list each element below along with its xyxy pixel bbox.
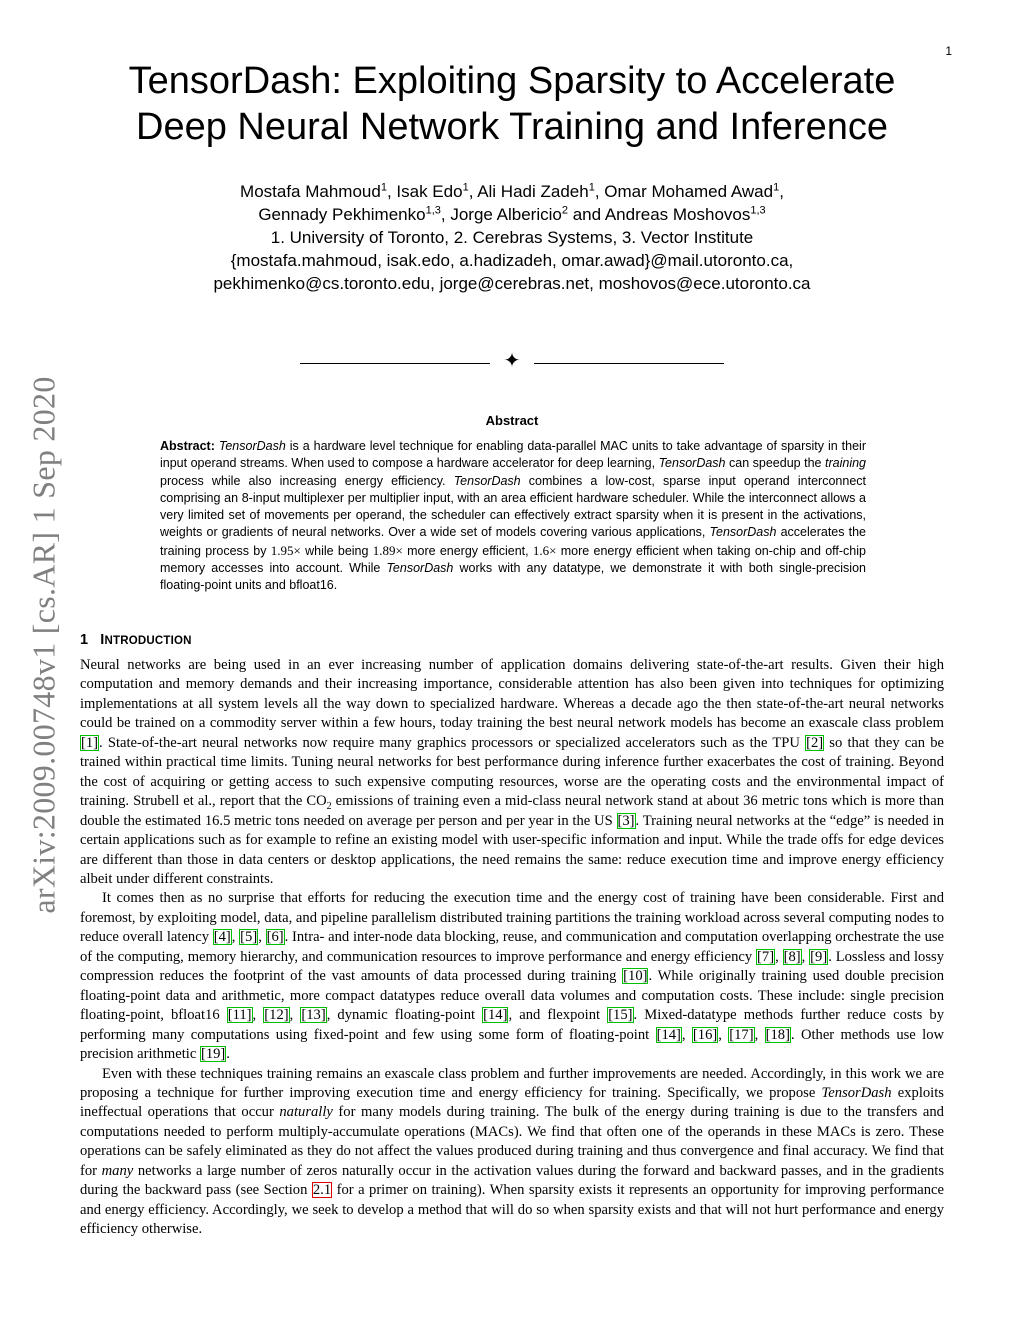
author-name: , Isak Edo <box>386 182 463 201</box>
author-name: Gennady Pekhimenko <box>258 205 426 224</box>
divider-line-left <box>300 363 490 364</box>
text: . Lossless and lossy compression reduces the footprint of the vast amounts of data processed during training <box>80 948 945 985</box>
citation-link[interactable]: [13] <box>301 1007 326 1024</box>
text: . While originally training used double precision floating-point data and arithmetic, more compact datatypes reduce overall data volumes and computation costs. These include: single precision floating-point, bfloat16 <box>80 968 944 1024</box>
citation-link[interactable]: [14] <box>483 1007 508 1024</box>
affiliation-marker: 1 <box>380 181 387 194</box>
author-block <box>100 180 924 295</box>
author-name: , Jorge Albericio <box>440 205 562 224</box>
affiliation-marker: 2 <box>561 204 568 217</box>
text: . Intra- and inter-node data blocking, reuse, and communication and computation overlapping orchestrate the use of the computing, memory hierarchy, and communication resources to improve performance and energy efficiency <box>80 929 945 965</box>
system-name: TensorDash <box>821 1084 892 1101</box>
text: , dynamic floating-point <box>326 1007 483 1024</box>
text: emissions of training even a mid-class neural network stand at about 36 metric tons which is more than double the estimated 16.5 metric tons needed on average per person and per year in the US <box>80 793 945 829</box>
text: , <box>289 1007 301 1024</box>
citation-link[interactable]: [19] <box>200 1046 226 1063</box>
citation-link[interactable]: [16] <box>692 1026 718 1043</box>
paragraph-1 <box>80 656 944 889</box>
body-text <box>80 656 944 1240</box>
emphasis: training <box>825 456 866 471</box>
text: , <box>231 929 240 946</box>
abstract-text: is a hardware level technique for enabling data-parallel MAC units to take advantage of sparsity in their input operand streams. When used to compose a hardware accelerator for deep learning, <box>160 439 866 471</box>
text: , <box>681 1026 692 1043</box>
citation-link[interactable]: [1] <box>81 734 99 751</box>
text: exploits ineffectual operations that occur <box>80 1084 944 1121</box>
text: , <box>252 1007 264 1024</box>
system-name: TensorDash <box>709 525 777 540</box>
citation-link[interactable]: [4] <box>213 929 231 946</box>
citation-link[interactable]: [5] <box>240 929 258 946</box>
abstract-text: while being <box>300 543 373 558</box>
citation-link[interactable]: [8] <box>783 948 801 965</box>
abstract-text: can speedup the <box>725 456 825 471</box>
text: for many models during training. The bulk of the energy during training is due to the transfers and computations needed to perform multiply-accumulate operations (MACs). We find that often one of the operands in these MACs is zero. These operations can be safely eliminated as they do not affect the values produced during training and thus convergence and final accuracy. We find that for <box>80 1104 944 1179</box>
citation-link[interactable]: [12] <box>264 1007 289 1024</box>
section-title-initial: I <box>100 632 105 648</box>
text: , <box>718 1026 729 1043</box>
affiliation-marker: 1,3 <box>425 204 441 217</box>
emails-line-2: pekhimenko@cs.toronto.edu, jorge@cerebras.net, moshovos@ece.utoronto.ca <box>213 274 811 293</box>
paragraph-2 <box>80 889 944 1064</box>
section-number: 1 <box>80 632 89 648</box>
arxiv-stamp: arXiv:2009.00748v1 [cs.AR] 1 Sep 2020 <box>25 376 62 914</box>
author-name: , Omar Mohamed Awad <box>594 182 774 201</box>
text: , <box>801 948 810 965</box>
citation-link[interactable]: [17] <box>729 1026 754 1043</box>
title-divider <box>300 352 724 372</box>
abstract-lead: Abstract: <box>160 439 215 453</box>
affiliation-marker: 1,3 <box>750 204 766 217</box>
system-name: TensorDash <box>453 473 521 488</box>
speedup-value: 1.95× <box>270 542 301 558</box>
text: . State-of-the-art neural networks now require many graphics processors or specialized accelerators such as the TPU <box>99 734 806 751</box>
citation-link[interactable]: [9] <box>810 948 828 965</box>
affiliation-marker: 1 <box>773 181 780 194</box>
author-name: and Andreas Moshovos <box>567 205 751 224</box>
author-separator: , <box>779 182 784 201</box>
citation-link[interactable]: [10] <box>623 968 648 985</box>
citation-link[interactable]: [6] <box>266 929 284 946</box>
paragraph-3 <box>80 1065 944 1240</box>
abstract-text: accelerates the training process by <box>160 525 866 558</box>
text: . <box>226 1046 230 1063</box>
author-name: , Ali Hadi Zadeh <box>468 182 589 201</box>
title-line-1: TensorDash: Exploiting Sparsity to Accelerate <box>128 60 896 102</box>
text: Even with these techniques training remains an exascale class problem and further improvements are needed. Accordingly, in this work we are proposing a technique for further improving execution time and energy efficiency for training. Specifically, we propose <box>80 1065 944 1101</box>
text: , and flexpoint <box>508 1007 608 1024</box>
author-line-2 <box>100 203 924 226</box>
citation-link[interactable]: [11] <box>227 1007 252 1024</box>
affiliations: 1. University of Toronto, 2. Cerebras Systems, 3. Vector Institute <box>270 228 754 247</box>
subscript: 2 <box>326 801 332 813</box>
citation-link[interactable]: [18] <box>765 1026 790 1043</box>
divider-line-right <box>534 363 724 364</box>
efficiency-value: 1.6× <box>532 542 557 558</box>
emphasis: naturally <box>279 1104 333 1121</box>
affiliation-marker: 1 <box>588 181 595 194</box>
system-name: TensorDash <box>218 439 286 453</box>
text: so that they can be trained within practical time limits. Tuning neural networks for best performance during inference further exacerbates the cost of training. Beyond the cost of acquiring or getting access to such expensive computing resources, worse are the operating costs and the environmental impact of training. Strubell et al., report that the CO <box>80 734 944 810</box>
text: . Mixed-datatype methods further reduce costs by performing many computations using fixed-point and few using some form of floating-point <box>80 1007 944 1043</box>
text: , <box>258 929 266 946</box>
title-line-2: Deep Neural Network Training and Inference <box>136 106 888 148</box>
text: networks a large number of zeros naturally occur in the activation values during the forward and backward passes, and in the gradients during the backward pass (see Section <box>80 1162 944 1199</box>
author-line-1 <box>100 180 924 203</box>
emails-line-1: {mostafa.mahmoud, isak.edo, a.hadizadeh, omar.awad}@mail.utoronto.ca, <box>230 251 794 270</box>
affiliation-marker: 1 <box>462 181 469 194</box>
efficiency-value: 1.89× <box>372 542 403 558</box>
citation-link[interactable]: [14] <box>656 1026 681 1043</box>
section-reference-link[interactable]: 2.1 <box>312 1182 332 1199</box>
paper-title <box>60 58 964 150</box>
abstract-text: process while also increasing energy efficiency. <box>160 473 454 488</box>
citation-link[interactable]: [15] <box>608 1007 633 1024</box>
abstract-heading: Abstract <box>485 413 539 428</box>
text: It comes then as no surprise that efforts for reducing the execution time and the energy cost of training have been considerable. First and foremost, by exploiting model, data, and pipeline parallelism distributed training partitions the training workload across several computing nodes to reduce overall latency <box>80 890 944 946</box>
abstract-text: more energy efficient, <box>402 543 533 558</box>
page-number: 1 <box>945 44 952 58</box>
system-name: TensorDash <box>658 456 726 471</box>
text: . Training neural networks at the “edge” is needed in certain applications such as for example to refine an existing model with user-specific information and input. While the trade offs for edge devices are different than those in data centers or desktop applications, the need remains the same: reduce execution time and improve energy efficiency albeit under different constraints. <box>80 812 944 887</box>
section-heading <box>80 632 192 648</box>
text: , <box>754 1026 765 1043</box>
abstract-body <box>160 438 866 595</box>
abstract-text: more energy efficient when taking on-chip and off-chip memory accesses into account. While <box>160 543 866 576</box>
text: Neural networks are being used in an ever increasing number of application domains delivering state-of-the-art results. Given their high computation and memory demands and their increasing importance, considerable attention has also been given into techniques for optimizing implementations at all system levels all the way down to specialized hardware. Whereas a decade ago the then state-of-the-art neural networks could be trained on a commodity server within a few hours, today training the best neural network models has become an exascale class problem <box>80 657 944 732</box>
text: for a primer on training). When sparsity exists it represents an opportunity for improving performance and energy efficiency. Accordingly, we seek to develop a method that will do so when sparsity exists and that will not hurt performance and energy efficiency otherwise. <box>80 1182 944 1238</box>
abstract-text: combines a low-cost, sparse input operand interconnect comprising an 8-input multiplexer per multiplier input, with an area efficient hardware scheduler. While the interconnect allows a very limited set of movements per operand, the scheduler can effectively extract sparsity when it is present in the activations, weights or gradients of neural networks. Over a wide set of models covering various applications, <box>160 473 866 540</box>
author-name: Mostafa Mahmoud <box>240 182 381 201</box>
abstract-text: works with any datatype, we demonstrate it with both single-precision floating-point units and bfloat16. <box>160 561 866 593</box>
text: , <box>775 948 783 965</box>
citation-link[interactable]: [7] <box>757 948 775 965</box>
citation-link[interactable]: [3] <box>617 812 635 829</box>
citation-link[interactable]: [2] <box>806 734 824 751</box>
system-name: TensorDash <box>386 561 454 576</box>
emphasis: many <box>101 1162 134 1179</box>
section-title-rest: NTRODUCTION <box>104 635 192 647</box>
divider-star-icon: ✦ <box>503 350 521 372</box>
text: . Other methods use low precision arithmetic <box>80 1026 945 1063</box>
